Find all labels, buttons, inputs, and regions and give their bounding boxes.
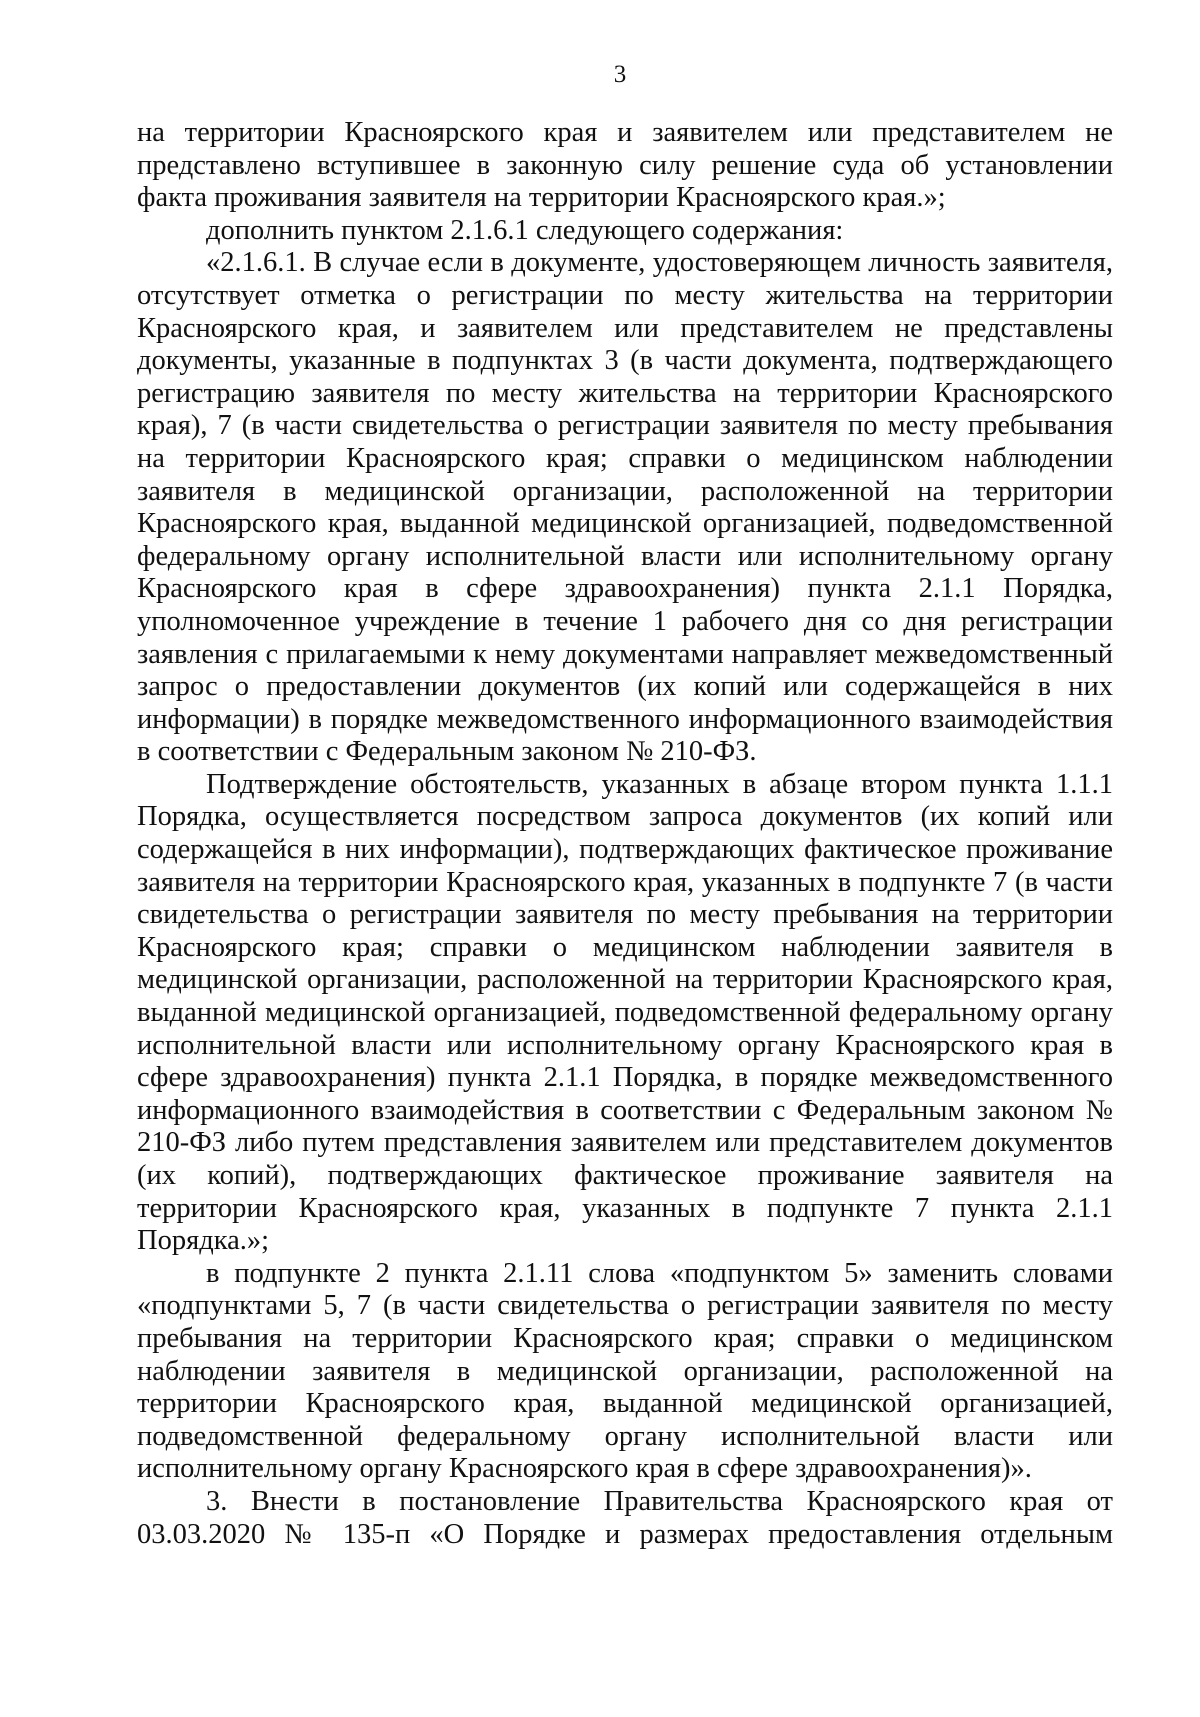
paragraph-continuation: на территории Красноярского края и заявителем или представителем не представлено вступившее в законную силу решение суда об установлении факта проживания заявителя на территории Красноярского края.»; xyxy=(137,117,1113,214)
page-number: 3 xyxy=(613,61,627,88)
paragraph-confirmation: Подтверждение обстоятельств, указанных в абзаце втором пункта 1.1.1 Порядка, осуществляется посредством запроса документов (их копий или содержащейся в них информации), подтверждающих фактическое проживание заявителя на территории Красноярского края, указанных в подпункте 7 (в части свидетельства о регистрации заявителя по месту пребывания на территории Красноярского края; справки о медицинском наблюдении заявителя в медицинской организации, расположенной на территории Красноярского края, выданной медицинской организацией, подведомственной федеральному органу исполнительной власти или исполнительному органу Красноярского края в сфере здравоохранения) пункта 2.1.1 Порядка, в порядке межведомственного информационного взаимодействия в соответствии с Федеральным законом № 210-ФЗ либо путем представления заявителем или представителем документов (их копий), подтверждающих фактическое проживание заявителя на территории Красноярского края, указанных в подпункте 7 пункта 2.1.1 Порядка.»; xyxy=(137,768,1113,1257)
document-body xyxy=(137,117,1113,1551)
paragraph-item-3: 3. Внести в постановление Правительства Красноярского края от 03.03.2020 № 135-п «О Порядке и размерах предоставления отдельным xyxy=(137,1485,1113,1550)
paragraph-subclause-2-1-11: в подпункте 2 пункта 2.1.11 слова «подпунктом 5» заменить словами «подпунктами 5, 7 (в части свидетельства о регистрации заявителя по месту пребывания на территории Красноярского края; справки о медицинском наблюдении заявителя в медицинской организации, расположенной на территории Красноярского края, выданной медицинской организацией, подведомственной федеральному органу исполнительной власти или исполнительному органу Красноярского края в сфере здравоохранения)». xyxy=(137,1257,1113,1485)
paragraph-amendment-intro: дополнить пунктом 2.1.6.1 следующего содержания: xyxy=(206,214,844,246)
paragraph-clause-2-1-6-1: «2.1.6.1. В случае если в документе, удостоверяющем личность заявителя, отсутствует отметка о регистрации по месту жительства на территории Красноярского края, и заявителем или представителем не представлены документы, указанные в подпунктах 3 (в части документа, подтверждающего регистрацию заявителя по месту жительства на территории Красноярского края), 7 (в части свидетельства о регистрации заявителя по месту пребывания на территории Красноярского края; справки о медицинском наблюдении заявителя в медицинской организации, расположенной на территории Красноярского края, выданной медицинской организацией, подведомственной федеральному органу исполнительной власти или исполнительному органу Красноярского края в сфере здравоохранения) пункта 2.1.1 Порядка, уполномоченное учреждение в течение 1 рабочего дня со дня регистрации заявления с прилагаемыми к нему документами направляет межведомственный запрос о предоставлении документов (их копий или содержащейся в них информации) в порядке межведомственного информационного взаимодействия в соответствии с Федеральным законом № 210-ФЗ. xyxy=(137,247,1113,768)
